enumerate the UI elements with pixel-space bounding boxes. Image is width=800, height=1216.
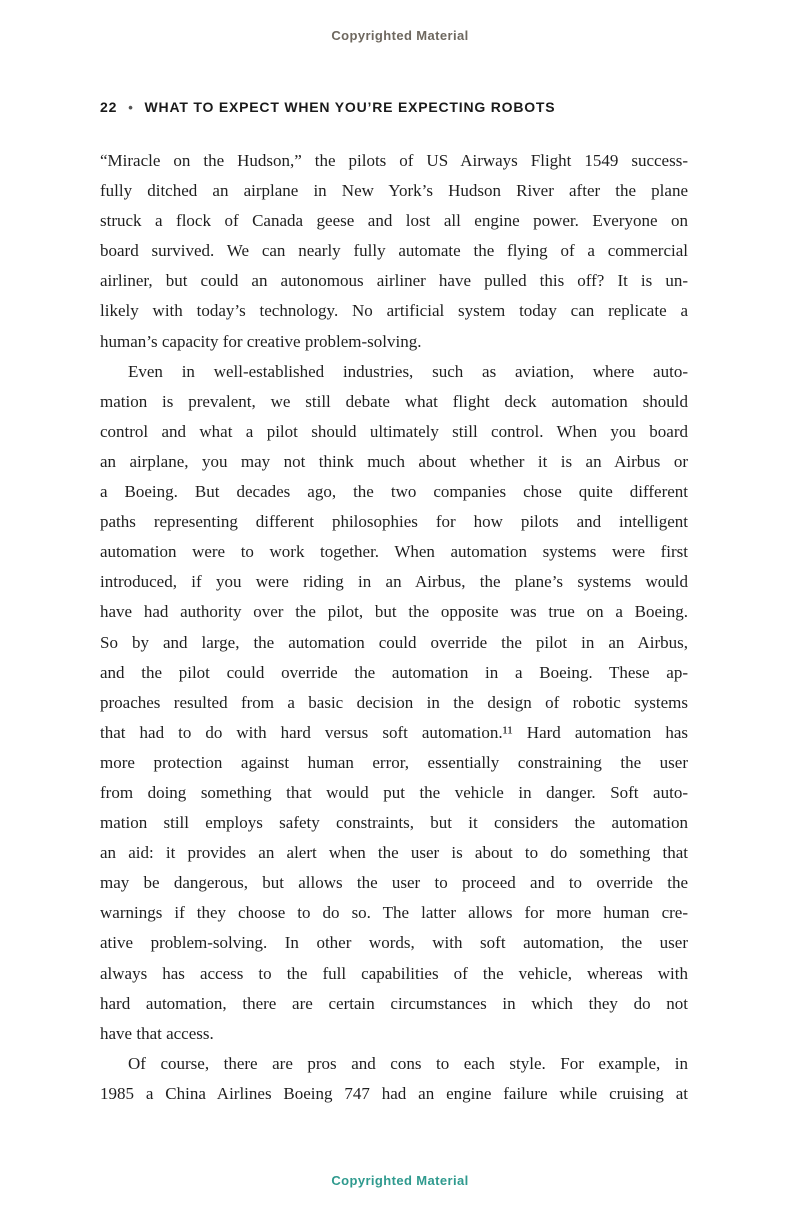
text-line: always has access to the full capabilities of the vehicle, whereas with	[100, 963, 688, 983]
text-line: more protection against human error, essentially constraining the user	[100, 752, 688, 772]
text-line: have had authority over the pilot, but the opposite was true on a Boeing.	[100, 602, 688, 622]
text-line: “Miracle on the Hudson,” the pilots of US Airways Flight 1549 success-	[100, 151, 688, 170]
text-line: hard automation, there are certain circumstances in which they do not	[100, 993, 688, 1013]
text-line: airliner, but could an autonomous airliner have pulled this off? It is un-	[100, 271, 688, 291]
text-line: human’s capacity for creative problem-solving.	[100, 331, 422, 351]
text-line: mation is prevalent, we still debate what flight deck automation should	[100, 391, 688, 411]
text-line: an aid: it provides an alert when the user is about to do something that	[100, 843, 688, 863]
text-line: from doing something that would put the vehicle in danger. Soft auto-	[100, 782, 688, 802]
text-line: automation were to work together. When automation systems were first	[100, 542, 688, 562]
header-bullet-separator: •	[128, 100, 134, 115]
book-title: WHAT TO EXPECT WHEN YOU’RE EXPECTING ROBOTS	[144, 99, 556, 115]
copyright-notice-bottom: Copyrighted Material	[331, 1173, 469, 1188]
page-number: 22	[100, 99, 118, 115]
text-line: warnings if they choose to do so. The latter allows for more human cre-	[100, 903, 688, 923]
text-line: may be dangerous, but allows the user to proceed and to override the	[100, 873, 688, 893]
text-line: an airplane, you may not think much about whether it is an Airbus or	[100, 451, 688, 471]
text-line: So by and large, the automation could override the pilot in an Airbus,	[100, 632, 688, 652]
text-line: paths representing different philosophies for how pilots and intelligent	[100, 512, 688, 532]
text-line: control and what a pilot should ultimately still control. When you board	[100, 421, 688, 441]
paragraph	[100, 146, 688, 357]
text-line: a Boeing. But decades ago, the two companies chose quite different	[100, 482, 688, 502]
text-line: that had to do with hard versus soft automation.¹¹ Hard automation has	[100, 722, 688, 742]
text-line: mation still employs safety constraints, but it considers the automation	[100, 813, 688, 833]
text-line: proaches resulted from a basic decision in the design of robotic systems	[100, 692, 688, 712]
text-line: likely with today’s technology. No artificial system today can replicate a	[100, 301, 688, 321]
text-line: Even in well-established industries, such as aviation, where auto-	[128, 361, 688, 381]
text-line: 1985 a China Airlines Boeing 747 had an engine failure while cruising at	[100, 1083, 688, 1103]
running-head	[100, 99, 688, 115]
text-line: board survived. We can nearly fully automate the flying of a commercial	[100, 241, 688, 261]
text-line: Of course, there are pros and cons to each style. For example, in	[128, 1053, 688, 1073]
text-line: have that access.	[100, 1023, 214, 1043]
text-line: fully ditched an airplane in New York’s Hudson River after the plane	[100, 181, 688, 201]
paragraph	[100, 1049, 688, 1109]
text-line: and the pilot could override the automation in a Boeing. These ap-	[100, 662, 688, 682]
text-line: struck a flock of Canada geese and lost all engine power. Everyone on	[100, 211, 688, 231]
text-line: introduced, if you were riding in an Airbus, the plane’s systems would	[100, 572, 688, 592]
text-line: ative problem-solving. In other words, with soft automation, the user	[100, 933, 688, 953]
copyright-notice-top: Copyrighted Material	[331, 28, 469, 43]
paragraph	[100, 357, 688, 1049]
body-text	[100, 146, 688, 1109]
